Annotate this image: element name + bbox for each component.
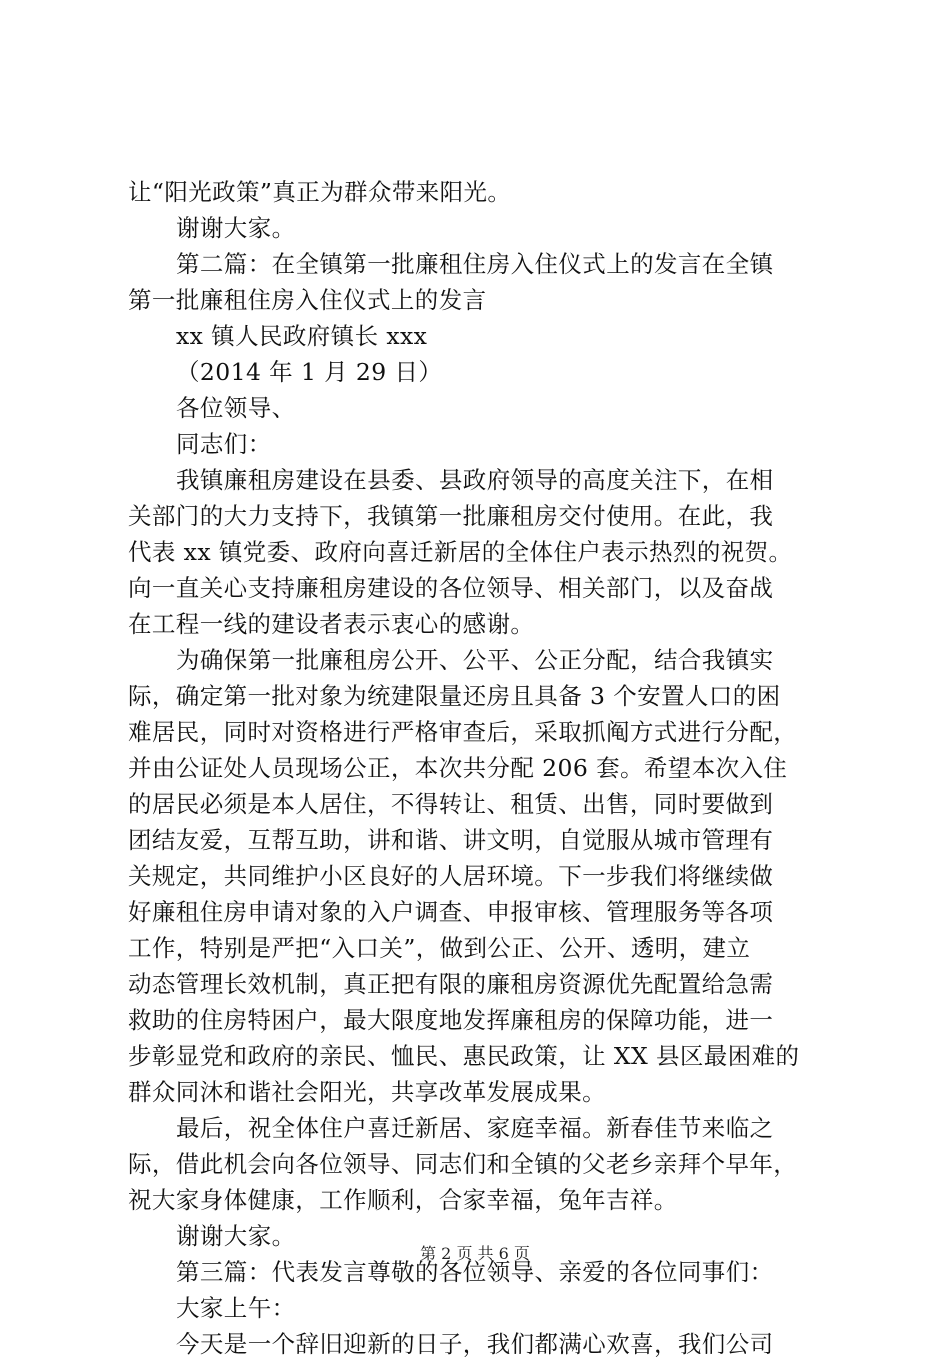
text-line: 最后，祝全体住户喜迁新居、家庭幸福。新春佳节来临之: [176, 1114, 774, 1142]
text-line: 同志们：: [176, 430, 272, 458]
text-line: 第一批廉租住房入住仪式上的发言: [128, 286, 487, 314]
text-line: 关部门的大力支持下，我镇第一批廉租房交付使用。在此，我: [128, 502, 774, 530]
text-line: 并由公证处人员现场公正，本次共分配 206 套。希望本次入住: [128, 754, 788, 782]
text-line: （2014 年 1 月 29 日）: [176, 358, 443, 386]
page-footer: 第 2 页 共 6 页: [420, 1244, 530, 1263]
document-body: [128, 174, 832, 1362]
text-line: 第二篇：在全镇第一批廉租住房入住仪式上的发言在全镇: [176, 250, 774, 278]
text-line: 工作，特别是严把“入口关”，做到公正、公开、透明，建立: [128, 934, 751, 962]
text-line: 让“阳光政策”真正为群众带来阳光。: [128, 178, 512, 206]
text-line: 各位领导、: [176, 394, 296, 422]
text-line: 难居民，同时对资格进行严格审查后，采取抓阄方式进行分配，: [128, 718, 798, 746]
text-line: 在工程一线的建设者表示衷心的感谢。: [128, 610, 535, 638]
text-line: 祝大家身体健康，工作顺利，合家幸福，兔年吉祥。: [128, 1186, 678, 1214]
text-line: 为确保第一批廉租房公开、公平、公正分配，结合我镇实: [176, 646, 774, 674]
text-line: 好廉租住房申请对象的入户调查、申报审核、管理服务等各项: [128, 898, 774, 926]
text-line: 团结友爱，互帮互助，讲和谐、讲文明，自觉服从城市管理有: [128, 826, 774, 854]
text-line: 向一直关心支持廉租房建设的各位领导、相关部门，以及奋战: [128, 574, 774, 602]
text-line: 代表 xx 镇党委、政府向喜迁新居的全体住户表示热烈的祝贺。: [128, 538, 793, 566]
text-line: 我镇廉租房建设在县委、县政府领导的高度关注下，在相: [176, 466, 774, 494]
text-line: 的居民必须是本人居住，不得转让、租赁、出售，同时要做到: [128, 790, 774, 818]
text-line: 步彰显党和政府的亲民、恤民、惠民政策，让 XX 县区最困难的: [128, 1042, 800, 1070]
text-line: 群众同沐和谐社会阳光，共享改革发展成果。: [128, 1078, 606, 1106]
text-line: 谢谢大家。: [176, 1222, 296, 1250]
text-line: xx 镇人民政府镇长 xxx: [176, 322, 428, 350]
text-line: 第三篇：代表发言尊敬的各位领导、亲爱的各位同事们：: [176, 1258, 774, 1286]
text-line: 际，确定第一批对象为统建限量还房且具备 3 个安置人口的困: [128, 682, 781, 710]
text-line: 救助的住房特困户，最大限度地发挥廉租房的保障功能，进一: [128, 1006, 774, 1034]
text-line: 今天是一个辞旧迎新的日子，我们都满心欢喜，我们公司: [176, 1330, 774, 1358]
text-line: 大家上午：: [176, 1294, 296, 1322]
text-line: 谢谢大家。: [176, 214, 296, 242]
text-line: 关规定，共同维护小区良好的人居环境。下一步我们将继续做: [128, 862, 774, 890]
text-line: 际，借此机会向各位领导、同志们和全镇的父老乡亲拜个早年，: [128, 1150, 798, 1178]
text-line: 动态管理长效机制，真正把有限的廉租房资源优先配置给急需: [128, 970, 774, 998]
